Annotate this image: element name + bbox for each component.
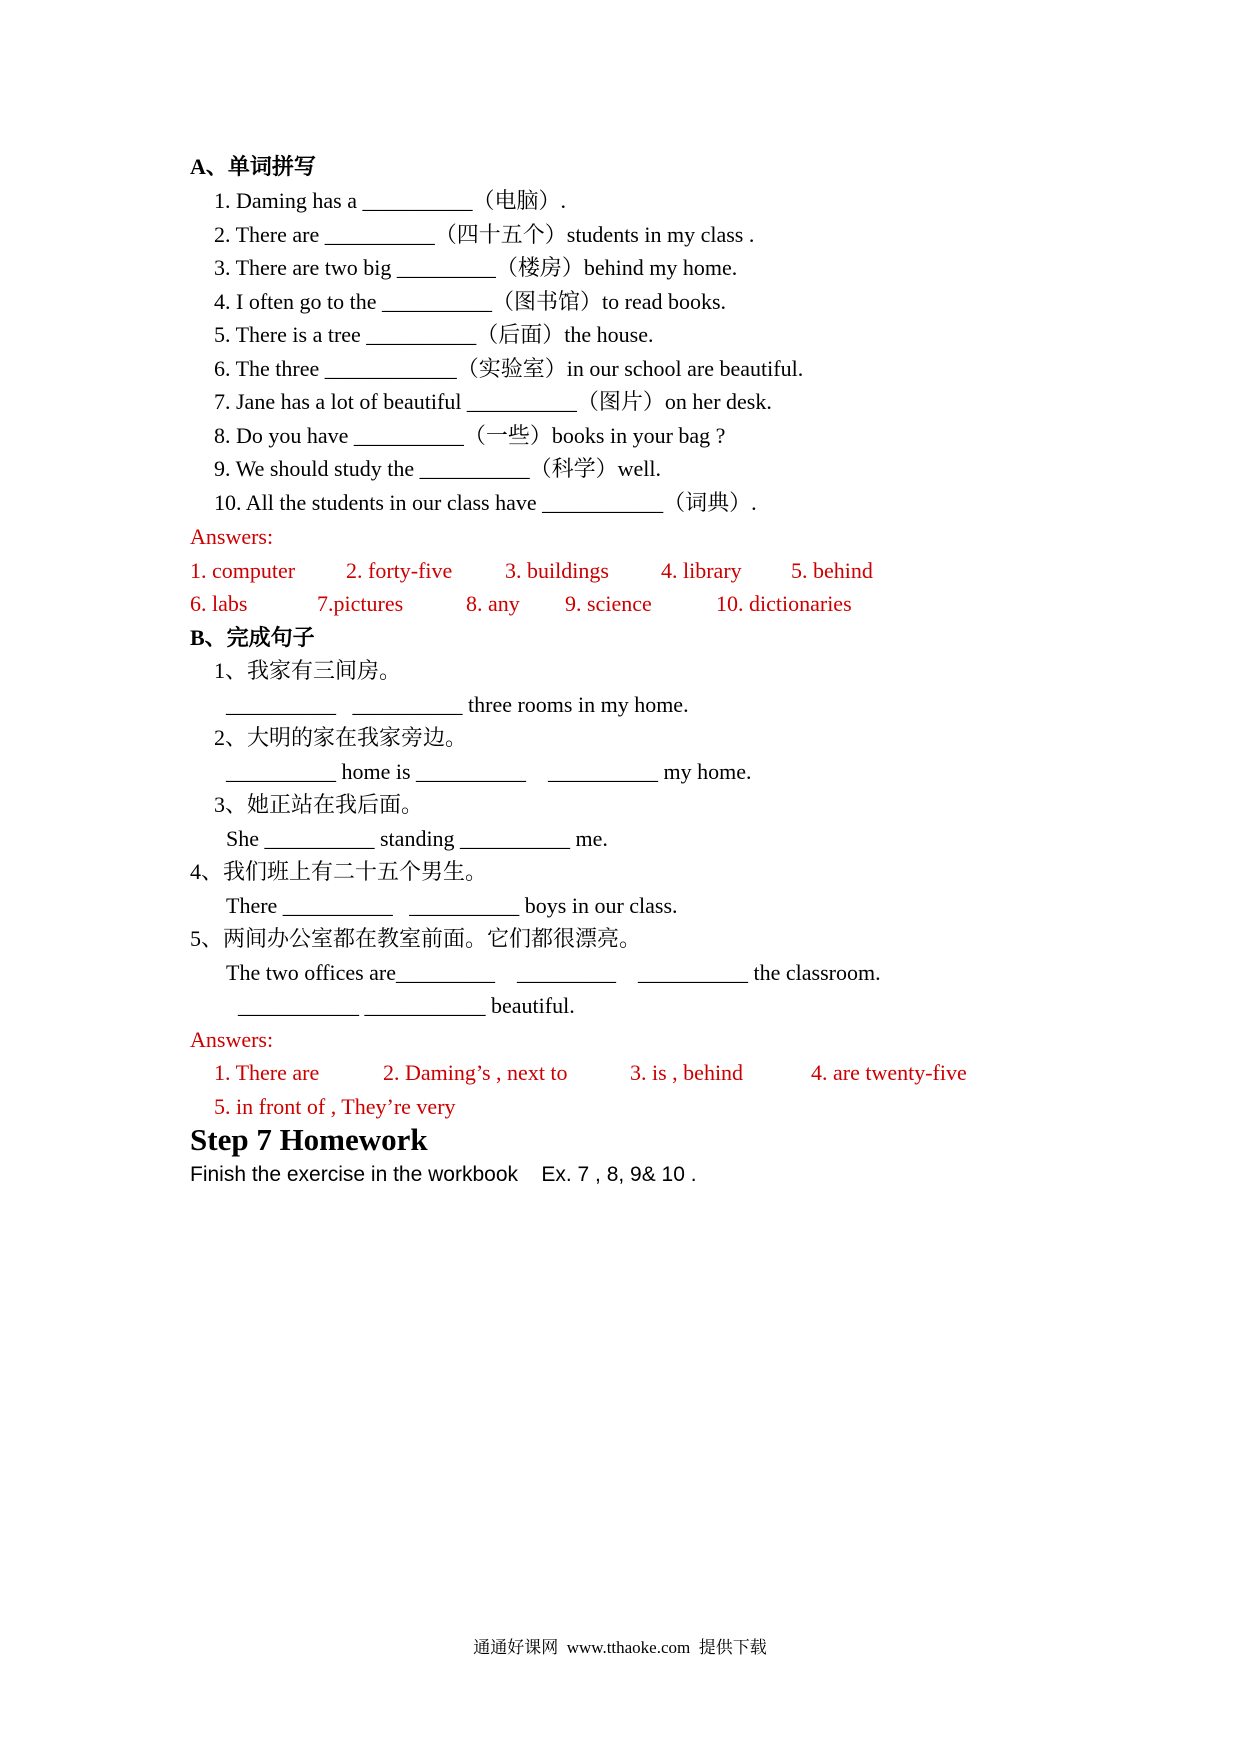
section-a-item-1: 1. Daming has a __________（电脑）. — [214, 188, 566, 213]
section-b-title: B、完成句子 — [190, 625, 315, 650]
homework-text: Finish the exercise in the workbook Ex. 7 , 8, 9& 10 . — [190, 1163, 697, 1186]
section-a-answer-5: 5. behind — [791, 558, 873, 583]
section-a-answer-7: 7.pictures — [317, 591, 404, 616]
section-a-answers-label: Answers: — [190, 524, 274, 549]
section-a-item-10: 10. All the students in our class have ___________（词典）. — [214, 490, 757, 515]
section-a-answer-4: 4. library — [661, 558, 742, 583]
section-a-answer-6: 6. labs — [190, 591, 248, 616]
section-b-item-2-en: __________ home is __________ __________ my home. — [226, 759, 752, 784]
section-b-item-2-cn: 2、大明的家在我家旁边。 — [214, 725, 468, 750]
section-b-item-5-cn: 5、两间办公室都在教室前面。它们都很漂亮。 — [190, 926, 642, 951]
section-a-title: A、单词拼写 — [190, 154, 316, 179]
section-a-answer-10: 10. dictionaries — [716, 591, 852, 616]
section-a-item-7: 7. Jane has a lot of beautiful __________（图片）on her desk. — [214, 389, 772, 414]
section-b-item-5-en-1: The two offices are_________ _________ __________ the classroom. — [226, 960, 881, 985]
homework-title: Step 7 Homework — [190, 1122, 428, 1157]
section-a-item-6: 6. The three ____________（实验室）in our school are beautiful. — [214, 356, 804, 381]
section-b-answer-3: 3. is , behind — [630, 1060, 744, 1085]
section-b-item-1-cn: 1、我家有三间房。 — [214, 658, 402, 683]
section-b-item-1-en: __________ __________ three rooms in my home. — [226, 692, 689, 717]
section-a-answer-1: 1. computer — [190, 558, 296, 583]
section-b-item-4-cn: 4、我们班上有二十五个男生。 — [190, 859, 488, 884]
section-b-answers-label: Answers: — [190, 1027, 274, 1052]
section-a-item-4: 4. I often go to the __________（图书馆）to read books. — [214, 289, 727, 314]
section-a-item-5: 5. There is a tree __________（后面）the house. — [214, 322, 654, 347]
section-b-item-3-en: She __________ standing __________ me. — [226, 826, 608, 851]
section-b-item-5-en-2: ___________ ___________ beautiful. — [238, 993, 575, 1018]
section-b-answer-1: 1. There are — [214, 1060, 320, 1085]
section-a-answer-9: 9. science — [565, 591, 652, 616]
section-a-item-2: 2. There are __________（四十五个）students in my class . — [214, 222, 755, 247]
section-a-item-9: 9. We should study the __________（科学）well. — [214, 456, 661, 481]
section-b-item-3-cn: 3、她正站在我后面。 — [214, 792, 424, 817]
section-a-answer-3: 3. buildings — [505, 558, 609, 583]
section-b-answer-2: 2. Daming’s , next to — [383, 1060, 568, 1085]
section-b-answer-5: 5. in front of , They’re very — [214, 1094, 456, 1119]
section-a-answer-8: 8. any — [466, 591, 520, 616]
section-a-item-8: 8. Do you have __________（一些）books in your bag ? — [214, 423, 726, 448]
page-footer: 通通好课网 www.tthaoke.com 提供下载 — [473, 1638, 767, 1657]
section-a-item-3: 3. There are two big _________（楼房）behind my home. — [214, 255, 738, 280]
section-b-item-4-en: There __________ __________ boys in our class. — [226, 893, 678, 918]
section-a-answer-2: 2. forty-five — [346, 558, 453, 583]
section-b-answer-4: 4. are twenty-five — [811, 1060, 967, 1085]
